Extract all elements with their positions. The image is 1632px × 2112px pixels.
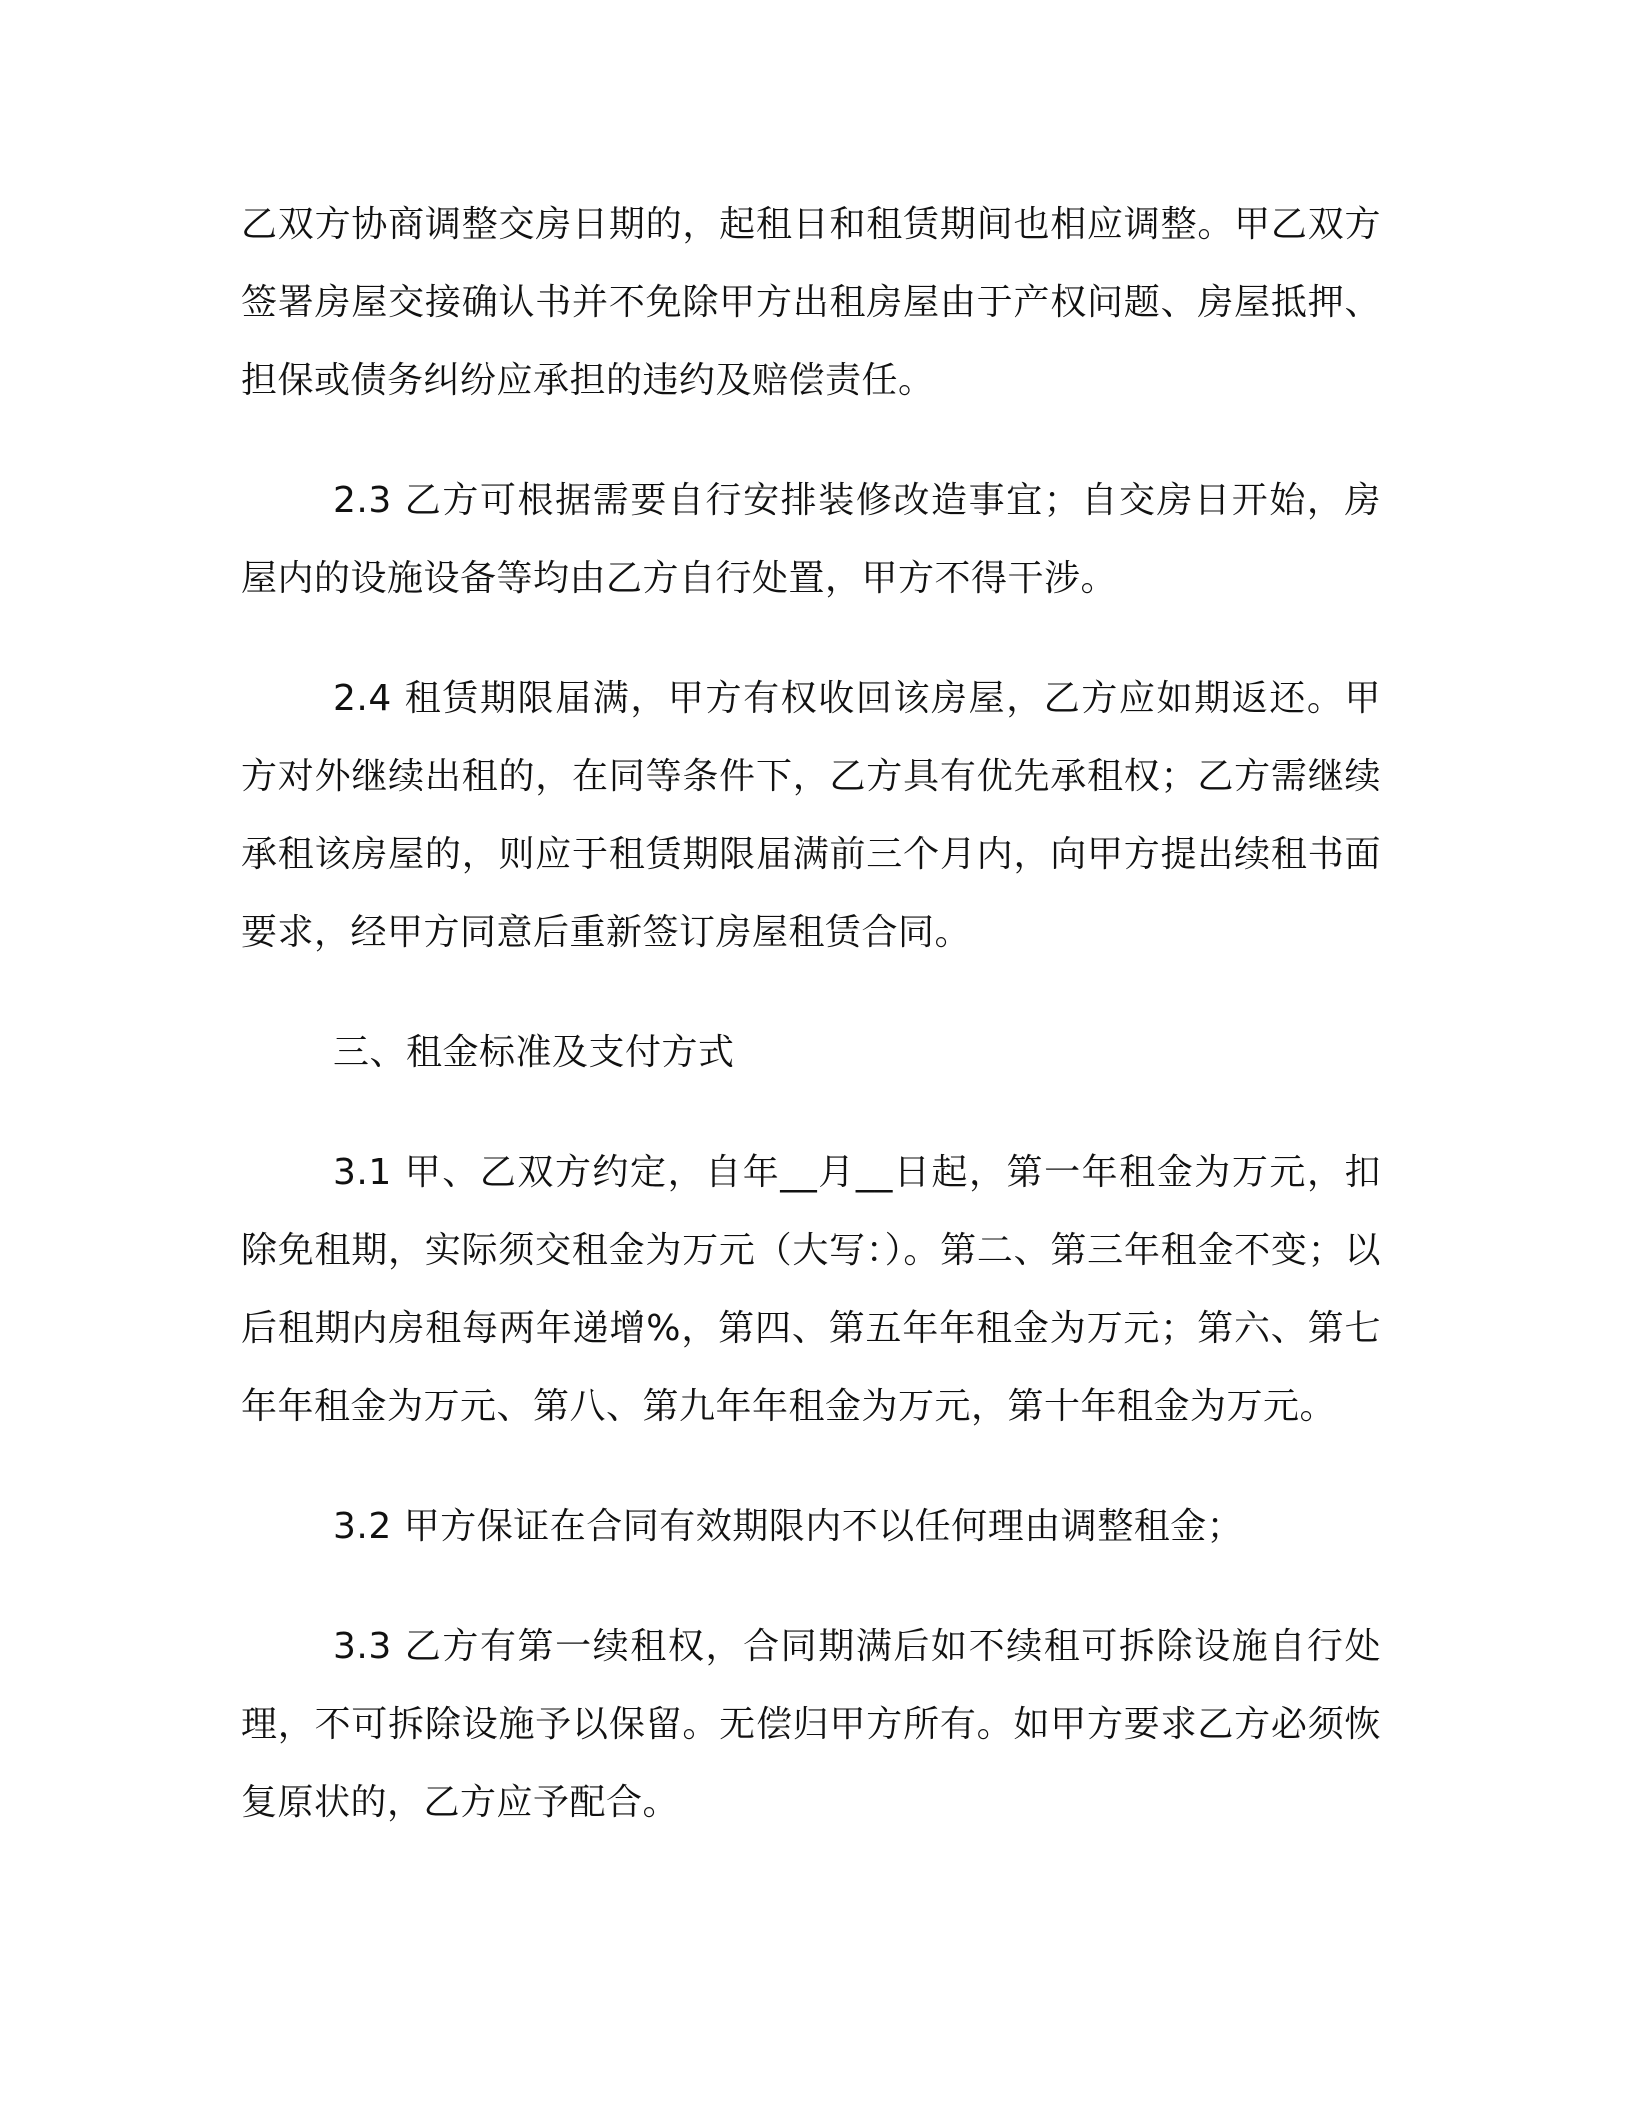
paragraph-3-1: 3.1 甲、乙双方约定，自年__月__日起，第一年租金为万元，扣除免租期，实际须交租金为万元（大写：）。第二、第三年租金不变；以后租期内房租每两年递增%，第四、第五年年租金为万元；第六、第七年年租金为万元、第八、第九年年租金为万元，第十年租金为万元。 xyxy=(241,1152,1381,1427)
paragraph-3-3: 3.3 乙方有第一续租权，合同期满后如不续租可拆除设施自行处理，不可拆除设施予以保留。无偿归甲方所有。如甲方要求乙方必须恢复原状的，乙方应予配合。 xyxy=(241,1626,1381,1823)
section-heading-3: 三、租金标准及支付方式 xyxy=(333,1032,735,1073)
paragraph-3-2: 3.2 甲方保证在合同有效期限内不以任何理由调整租金； xyxy=(333,1506,1244,1547)
paragraph-2-3: 2.3 乙方可根据需要自行安排装修改造事宜；自交房日开始，房屋内的设施设备等均由乙方自行处置，甲方不得干涉。 xyxy=(241,480,1381,599)
paragraph-continuation: 乙双方协商调整交房日期的，起租日和租赁期间也相应调整。甲乙双方签署房屋交接确认书并不免除甲方出租房屋由于产权问题、房屋抵押、担保或债务纠纷应承担的违约及赔偿责任。 xyxy=(241,204,1381,401)
document-page xyxy=(241,186,1381,1884)
paragraph-2-4: 2.4 租赁期限届满，甲方有权收回该房屋，乙方应如期返还。甲方对外继续出租的，在同等条件下，乙方具有优先承租权；乙方需继续承租该房屋的，则应于租赁期限届满前三个月内，向甲方提出续租书面要求，经甲方同意后重新签订房屋租赁合同。 xyxy=(241,678,1381,953)
